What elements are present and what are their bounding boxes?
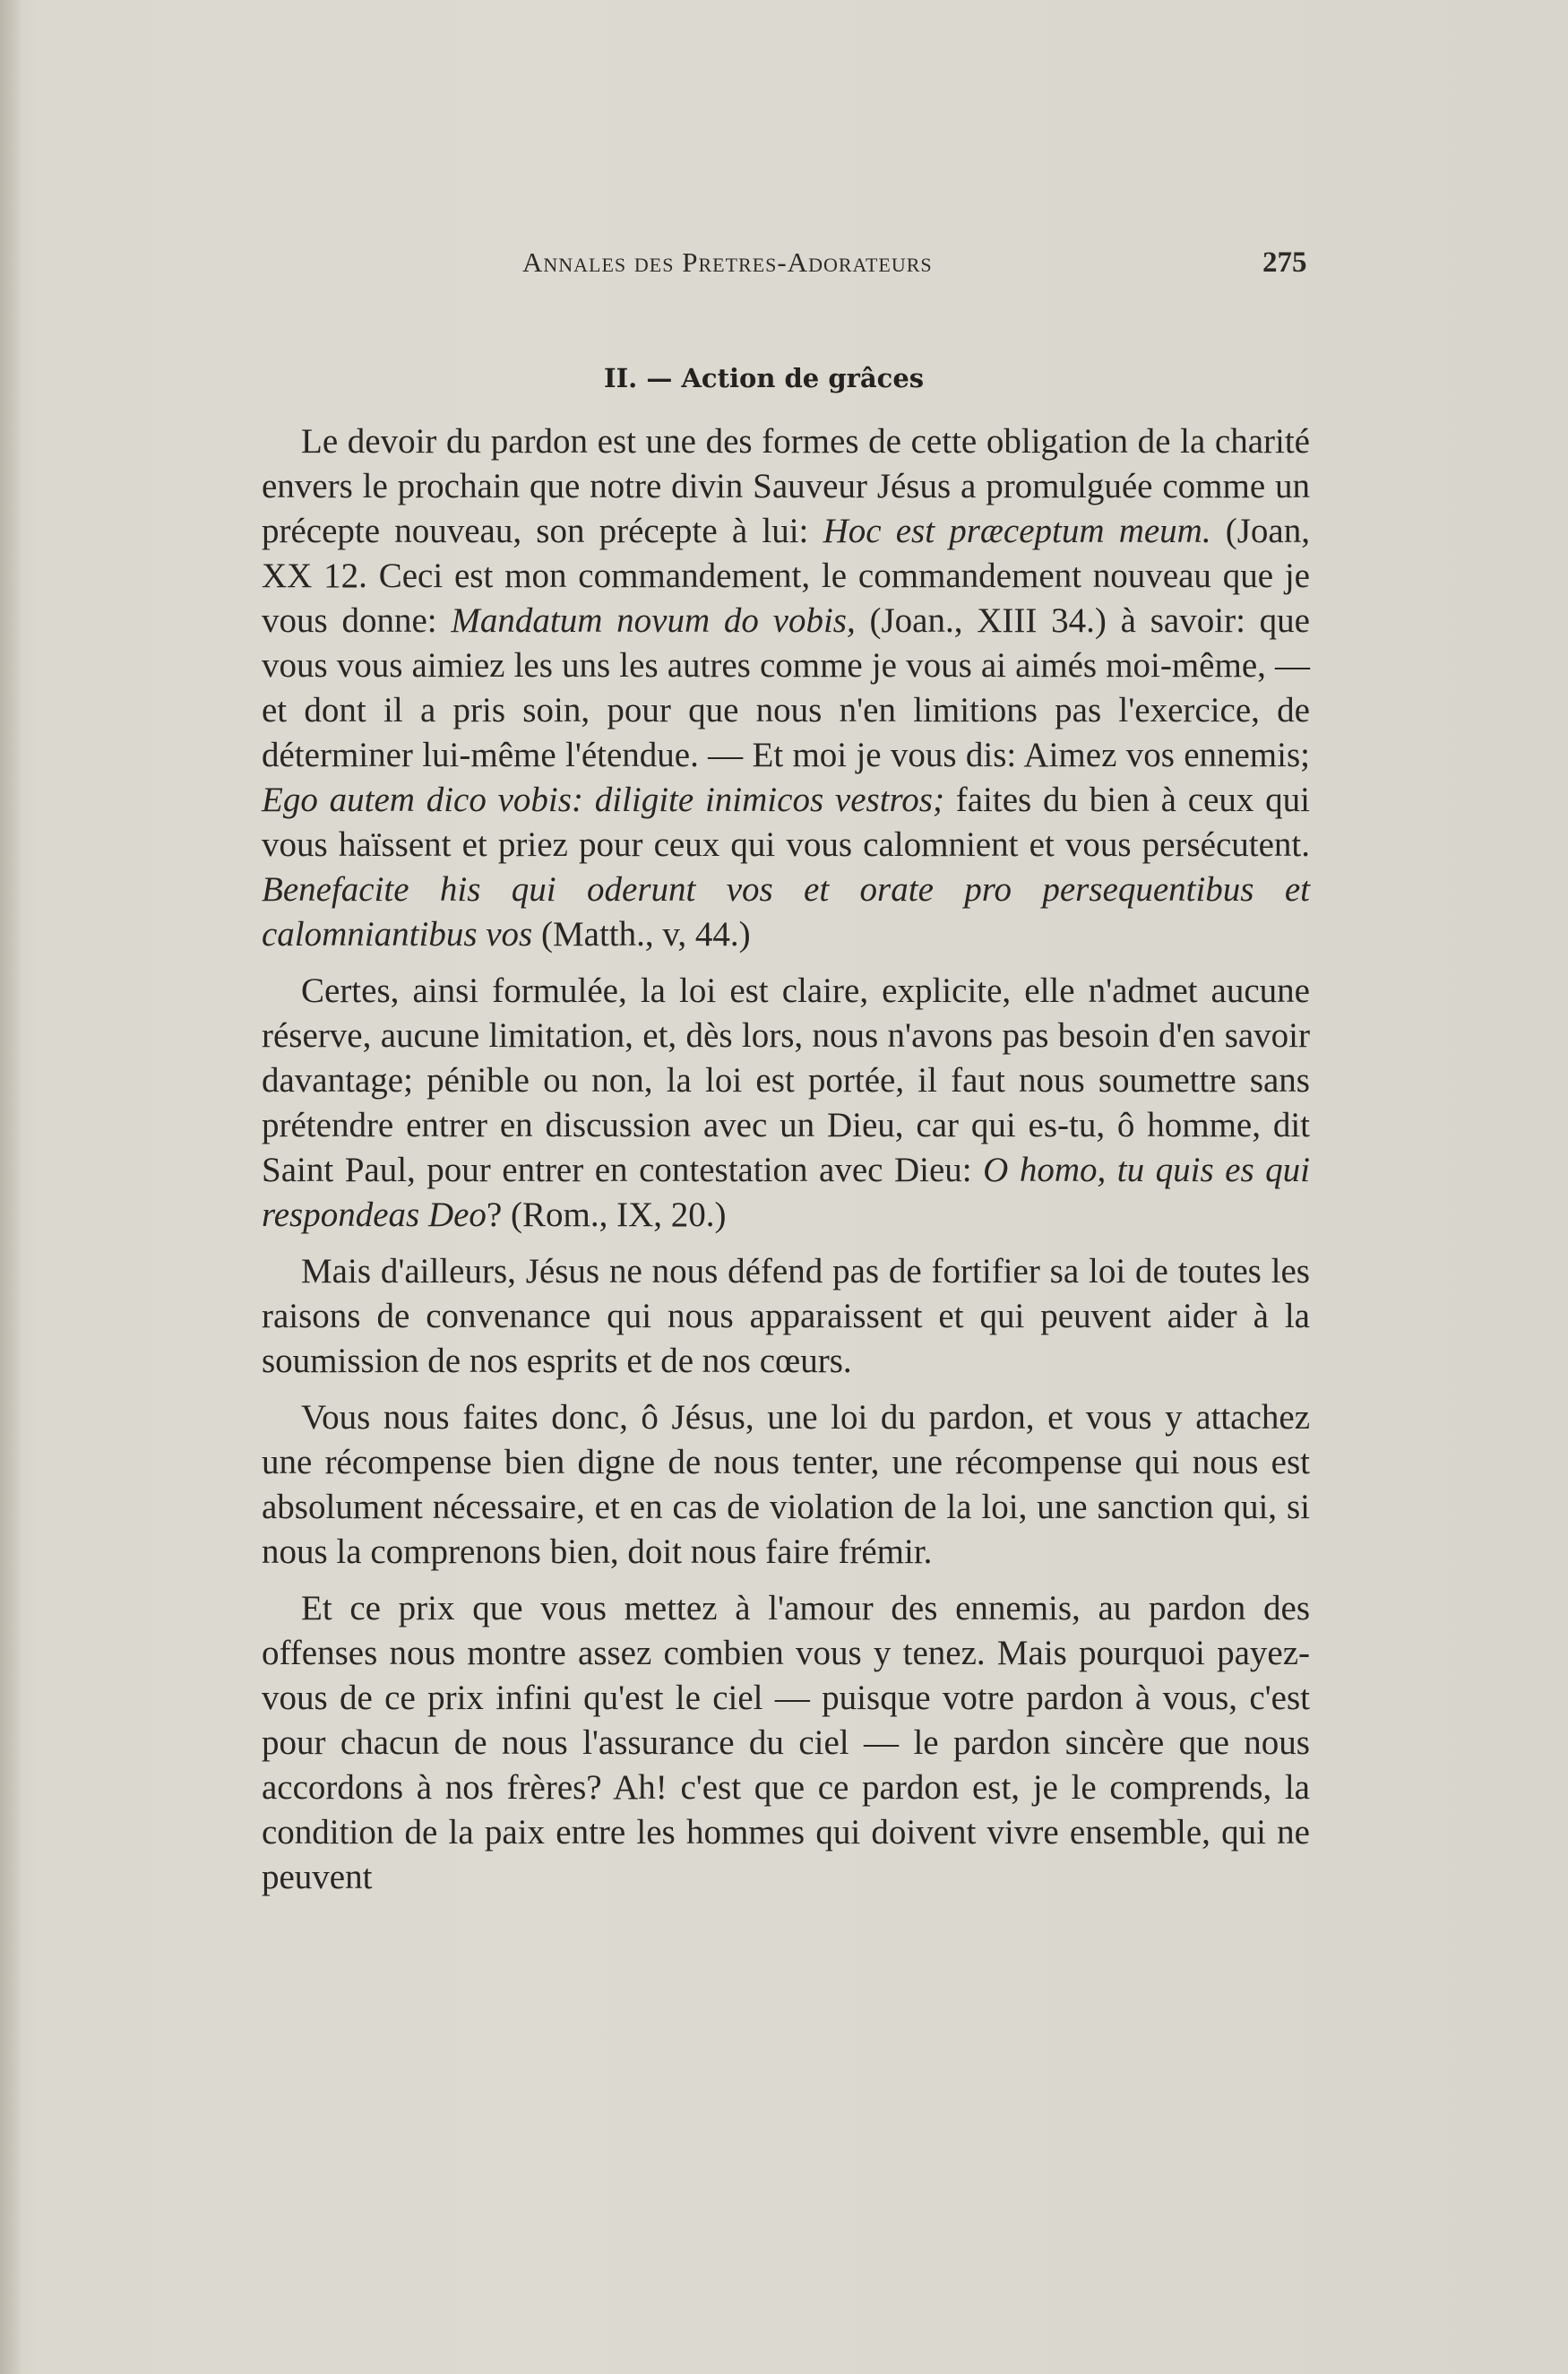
body-text <box>262 419 1310 1900</box>
page-binding-edge <box>0 0 20 2374</box>
text-run: Vous nous faites donc, ô Jésus, une loi du pardon, et vous y attachez une récompense bien digne de nous tenter, une récompense qui nous est absolument nécessaire, et en cas de violation de la loi, une sanction qui, si nous la comprenons bien, doit nous faire frémir. <box>262 1398 1310 1571</box>
text-run: (Matth., v, 44.) <box>532 915 751 954</box>
paragraph <box>262 1249 1310 1384</box>
paragraph <box>262 419 1310 957</box>
paragraph <box>262 1586 1310 1900</box>
text-run: Et ce prix que vous mettez à l'amour des ennemis, au pardon des offenses nous montre assez combien vous y tenez. Mais pourquoi payez-vous de ce prix infini qu'est le ciel — puisque votre pardon à vous, c'est pour chacun de nous l'assurance du ciel — le pardon sincère que nous accordons à nos frères? Ah! c'est que ce pardon est, je le comprends, la condition de la paix entre les hommes qui doivent vivre ensemble, qui ne peuvent <box>262 1589 1310 1896</box>
text-run: (Joan., XIII 34.) à savoir: que vous vous aimiez les uns les autres comme je vous ai aimés moi-même, — et dont il a pris soin, pour que nous n'en limitions pas l'exercice, de déterminer lui-même l'étendue. — Et moi je vous dis: Aimez vos ennemis; <box>262 601 1310 774</box>
text-run: ? (Rom., IX, 20.) <box>486 1196 727 1234</box>
running-title: Annales des Pretres-Adorateurs <box>522 246 933 278</box>
latin-quotation: Ego autem dico vobis: diligite inimicos vestros; <box>262 781 944 819</box>
text-run: faites du bien à ceux qui vous haïssent et priez pour ceux qui vous calomnient et vous persécutent. <box>262 781 1310 864</box>
text-run: Le devoir du pardon est une des formes de cette obligation de la charité envers le prochain que notre divin Sauveur Jésus a promulguée comme un précepte nouveau, son précepte à lui: <box>262 422 1310 550</box>
latin-quotation: Benefacite his qui oderunt vos et orate pro persequentibus et calomniantibus vos <box>262 870 1310 954</box>
paragraph <box>262 1395 1310 1575</box>
paragraph <box>262 969 1310 1238</box>
page-number: 275 <box>1262 246 1307 279</box>
latin-quotation: O homo, tu quis es qui respondeas Deo <box>262 1151 1310 1234</box>
text-run: (Joan, XX 12. Ceci est mon commandement, le commandement nouveau que je vous donne: <box>262 512 1310 640</box>
latin-quotation: Mandatum novum do vobis, <box>451 601 856 640</box>
section-heading: II. — Action de grâces <box>604 363 925 393</box>
text-run: Mais d'ailleurs, Jésus ne nous défend pas de fortifier sa loi de toutes les raisons de convenance qui nous apparaissent et qui peuvent aider à la soumission de nos esprits et de nos cœurs. <box>262 1252 1310 1380</box>
latin-quotation: Hoc est præceptum meum. <box>823 512 1211 550</box>
text-run: Certes, ainsi formulée, la loi est claire, explicite, elle n'admet aucune réserve, aucune limitation, et, dès lors, nous n'avons pas besoin d'en savoir davantage; pénible ou non, la loi est portée, il faut nous soumettre sans prétendre entrer en discussion avec un Dieu, car qui es-tu, ô homme, dit Saint Paul, pour entrer en contestation avec Dieu: <box>262 971 1310 1189</box>
